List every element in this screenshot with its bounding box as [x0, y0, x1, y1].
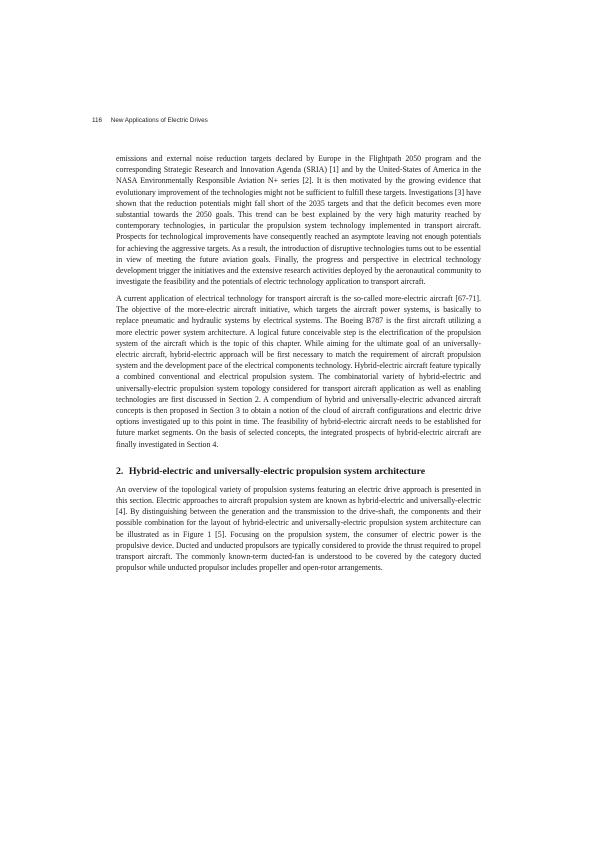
- running-title: New Applications of Electric Drives: [110, 117, 208, 124]
- paragraph-intro-continuation: emissions and external noise reduction targets declared by Europe in the Flightpath 2050 program and the corresponding Strategic Research and Innovation Agenda (SRIA) [1] and by the United-States of America in the NASA Environmentally Responsible Aviation N+ series [2]. It is then motivated by the growing evidence that evolutionary improvement of the technologies might not be sufficient to fulfill these targets. Investigations [3] have shown that the reduction potentials might fall short of the 2035 targets and that the deficit becomes even more substantial towards the 2050 goals. This trend can be best explained by the very high maturity reached by contemporary technologies, in particular the propulsion system technology implemented in transport aircraft. Prospects for technological improvements have consequently reached an asymptote leaving not enough potentials for achieving the aggressive targets. As a result, the introduction of disruptive technologies turns out to be essential in view of meeting the future aviation goals. Finally, the progress and perspective in electrical technology development trigger the initiatives and the extensive research activities deployed by the aeronautical community to investigate the feasibility and the potentials of electric technology application to transport aircraft.: [116, 154, 481, 287]
- running-header: [92, 117, 208, 124]
- main-content: [116, 153, 481, 579]
- paragraph-section-2: An overview of the topological variety of propulsion systems featuring an electric drive approach is presented in this section. Electric approaches to aircraft propulsion system are known as hybrid-electric and universally-electric [4]. By distinguishing between the generation and the transmission to the drive-shaft, the components and their possible combination for the layout of hybrid-electric and universally-electric propulsion system architecture can be illustrated as in Figure 1 [5]. Focusing on the propulsion system, the consumer of electric power is the propulsive device. Ducted and unducted propulsors are typically considered to provide the thrust required to propel transport aircraft. The commonly known-term ducted-fan is understood to be covered by the category ducted propulsor while unducted propulsor includes propeller and open-rotor arrangements.: [116, 484, 481, 573]
- page-number: 116: [92, 117, 103, 124]
- section-title: Hybrid-electric and universally-electric propulsion system architecture: [128, 465, 426, 477]
- paragraph-more-electric-aircraft: A current application of electrical technology for transport aircraft is the so-called more-electric aircraft [67-71]. The objective of the more-electric aircraft initiative, which targets the aircraft power systems, is basically to replace pneumatic and hydraulic systems by electrical systems. The Boeing B787 is the first aircraft utilizing a more electric power system architecture. A logical future conceivable step is the electrification of the propulsion system of the aircraft which is the topic of this chapter. While aiming for the ultimate goal of an universally-electric aircraft, hybrid-electric approach will be first necessary to match the requirement of aircraft propulsion system and the development pace of the electrical components technology. Hybrid-electric aircraft feature typically a combined conventional and electrical propulsion system. The combinatorial variety of hybrid-electric and universally-electric propulsion system topology considered for transport aircraft application as well as enabling technologies are first discussed in Section 2. A compendium of hybrid and universally-electric advanced aircraft concepts is then proposed in Section 3 to obtain a notion of the cloud of aircraft configurations and electric drive options investigated up to this point in time. The feasibility of hybrid-electric aircraft needs to be established for future market segments. On the basis of selected concepts, the integrated prospects of hybrid-electric aircraft are finally investigated in Section 4.: [116, 293, 481, 449]
- section-number: 2.: [116, 465, 124, 477]
- section-heading: [116, 466, 481, 478]
